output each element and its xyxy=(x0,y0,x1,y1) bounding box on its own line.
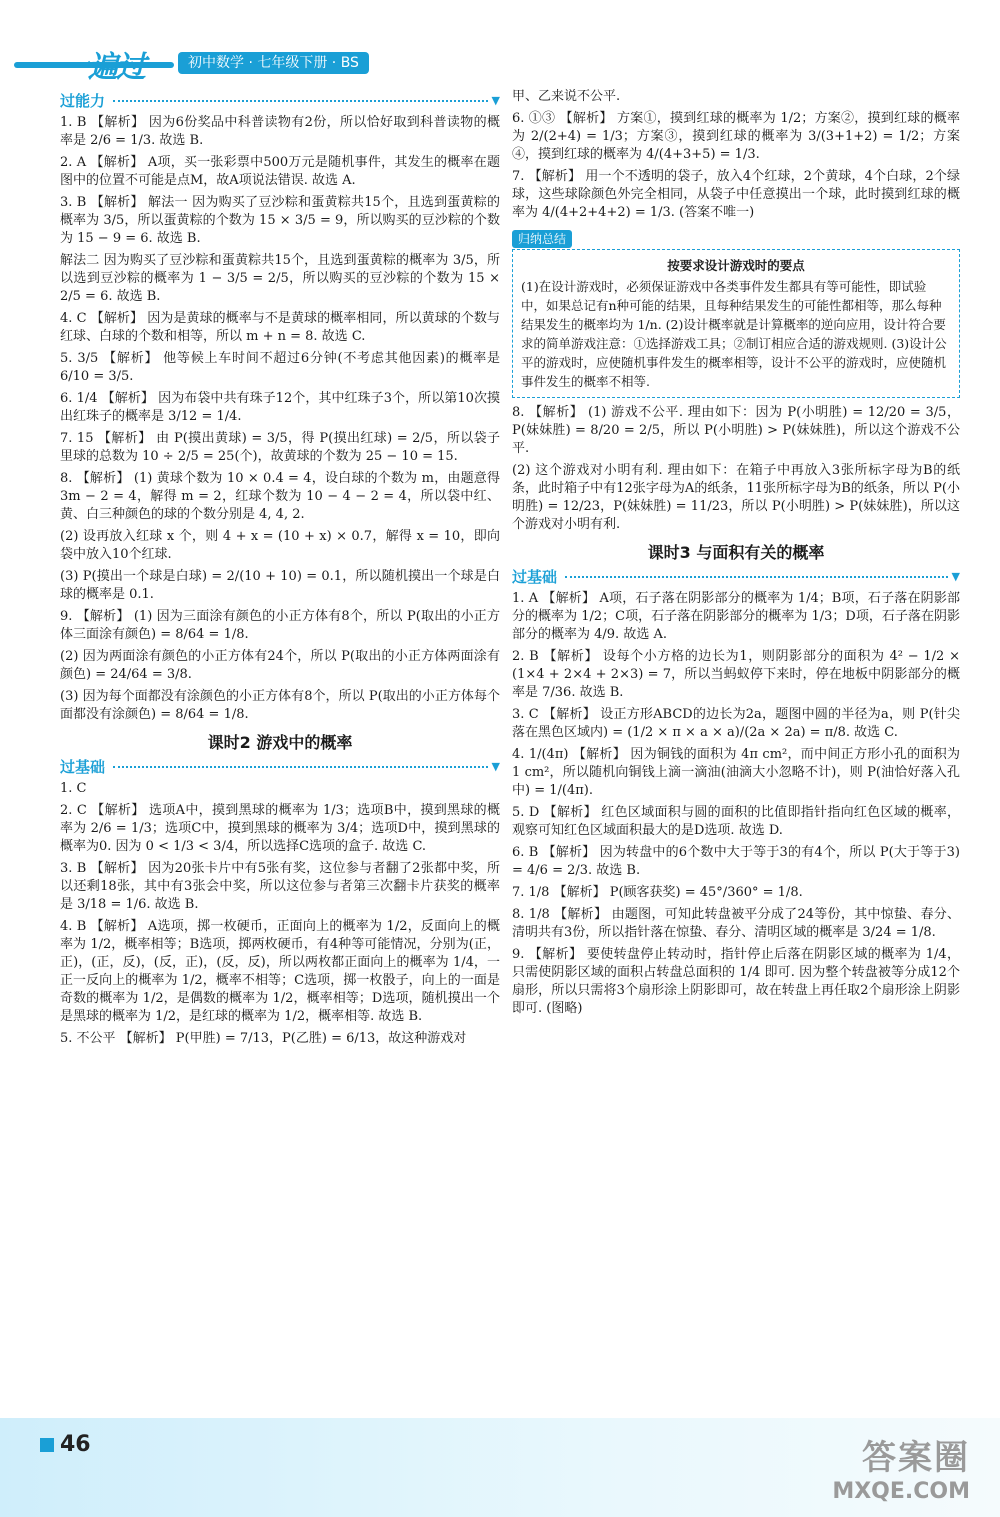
answer-item: 5. 3/5 【解析】 他等候上车时间不超过6分钟(不考虑其他因素)的概率是 6/10 = 3/5. xyxy=(60,351,500,384)
chevron-down-icon: ▼ xyxy=(491,760,500,773)
answer-item: 9. 【解析】 (1) 因为三面涂有颜色的小正方体有8个，所以 P(取出的小正方体三面涂有颜色) = 8/64 = 1/8. xyxy=(60,609,500,642)
brand-logo: 一遍过 xyxy=(60,50,144,85)
section-heading xyxy=(60,92,500,110)
page-number: 46 xyxy=(60,1432,91,1457)
page-marker-icon xyxy=(40,1438,54,1452)
answer-item: 6. 1/4 【解析】 因为布袋中共有珠子12个，其中红珠子3个，所以第10次摸出红珠子的概率是 3/12 = 1/4. xyxy=(60,391,500,424)
answer-item: 4. B 【解析】 A选项，掷一枚硬币，正面向上的概率为 1/2，反面向上的概率为 1/2，概率相等；B选项，掷两枚硬币，有4种等可能情况，分别为(正，正)，(正，反)，(反，正)，(反，反)，所以两枚都正面向上的概率为 1/4，一正一反向上的概率为 1/2，概率不相等；C选项，掷一枚骰子，向上的一面是奇数的概率为 1/2，是偶数的概率为 1/2，概率相等；D选项，随机摸出一个是黑球的概率为 1/2，是红球的概率为 1/2，概率相等. 故选 B. xyxy=(60,919,500,1024)
section-heading xyxy=(512,568,960,586)
answer-item: (2) 这个游戏对小明有利. 理由如下：在箱子中再放入3张所标字母为B的纸条，此时箱子中有12张字母为A的纸条，11张所标字母为B的纸条，所以 P(小明胜) = 12/23，P(妹妹胜) = 11/23，所以 P(小明胜) > P(妹妹胜)，所以这个游戏对小明有利. xyxy=(512,463,960,532)
chevron-down-icon: ▼ xyxy=(491,94,500,107)
answer-item: 1. B 【解析】 因为6份奖品中科普读物有2份，所以恰好取到科普读物的概率是 2/6 = 1/3. 故选 B. xyxy=(60,115,500,148)
answer-item: 4. 1/(4π) 【解析】 因为铜钱的面积为 4π cm²，而中间正方形小孔的面积为 1 cm²，所以随机向铜钱上滴一滴油(油滴大小忽略不计)，则 P(油恰好落入孔中) = 1/(4π). xyxy=(512,747,960,798)
lesson-title: 课时2 游戏中的概率 xyxy=(207,733,353,752)
section-title: 过基础 xyxy=(60,758,106,776)
answer-list xyxy=(60,780,500,1048)
answer-item: 7. 1/8 【解析】 P(顾客获奖) = 45°/360° = 1/8. xyxy=(512,885,803,900)
answer-list xyxy=(60,114,500,724)
answer-item: 甲、乙来说不公平. xyxy=(512,89,621,104)
answer-item: 7. 15 【解析】 由 P(摸出黄球) = 3/5，得 P(摸出红球) = 2/5，所以袋子里球的总数为 10 ÷ 2/5 = 25(个)，故黄球的个数为 25 − 10 = 15. xyxy=(60,431,500,464)
answer-item: (3) 因为每个面都没有涂颜色的小正方体有8个，所以 P(取出的小正方体每个面都没有涂颜色) = 8/64 = 1/8. xyxy=(60,689,500,722)
answer-list xyxy=(512,590,960,1018)
answer-item: 3. B 【解析】 因为20张卡片中有5张有奖，这位参与者翻了2张都中奖，所以还剩18张，其中有3张会中奖，所以这位参与者第三次翻卡片获奖的概率是 3/18 = 1/6. 故选 B. xyxy=(60,861,500,912)
answer-item: 5. 不公平 【解析】 P(甲胜) = 7/13，P(乙胜) = 6/13，故这种游戏对 xyxy=(60,1031,467,1046)
answer-item: 8. 1/8 【解析】 由题图，可知此转盘被平分成了24等份，其中惊蛰、春分、清明共有3份，所以指针落在惊蛰、春分、清明区域的概率是 3/24 = 1/8. xyxy=(512,907,960,940)
summary-box xyxy=(512,249,960,398)
watermark-url: MXQE.COM xyxy=(832,1479,970,1504)
answer-item: 8. 【解析】 (1) 黄球个数为 10 × 0.4 = 4，设白球的个数为 m，由题意得 3m − 2 = 4，解得 m = 2，红球个数为 10 − 4 − 2 = 4，所以袋中红、黄、白三种颜色的球的个数分别是 4, 4, 2. xyxy=(60,471,500,522)
answer-item: 6. B 【解析】 因为转盘中的6个数中大于等于3的有4个，所以 P(大于等于3) = 4/6 = 2/3. 故选 B. xyxy=(512,845,960,878)
page-header xyxy=(0,0,1000,86)
summary-title: 按要求设计游戏时的要点 xyxy=(667,258,805,273)
answer-item: 解法二 因为购买了豆沙粽和蛋黄粽共15个，且选到蛋黄粽的概率为 3/5，所以选到豆沙粽的概率为 1 − 3/5 = 2/5，所以购买的豆沙粽的个数为 15 × 2/5 = 6. 故选 B. xyxy=(60,253,500,304)
answer-item: (3) P(摸出一个球是白球) = 2/(10 + 10) = 0.1，所以随机摸出一个球是白球的概率是 0.1. xyxy=(60,569,500,602)
section-title: 过基础 xyxy=(512,568,558,586)
answer-item: 4. C 【解析】 因为是黄球的概率与不是黄球的概率相同，所以黄球的个数与红球、白球的个数和相等，所以 m + n = 8. 故选 C. xyxy=(60,311,500,344)
answer-item: 8. 【解析】 (1) 游戏不公平. 理由如下：因为 P(小明胜) = 12/20 = 3/5，P(妹妹胜) = 8/20 = 2/5，所以 P(小明胜) > P(妹妹胜)，所以这个游戏不公平. xyxy=(512,405,960,456)
answer-item: 6. ①③ 【解析】 方案①，摸到红球的概率为 1/2；方案②，摸到红球的概率为 2/(2+4) = 1/3；方案③，摸到红球的概率为 3/(3+1+2) = 1/2；方案④，摸到红球的概率为 4/(4+3+5) = 1/3. xyxy=(512,111,960,162)
section-divider xyxy=(113,100,488,102)
answer-list xyxy=(512,404,960,534)
answer-item: 2. A 【解析】 A项，买一张彩票中500万元是随机事件，其发生的概率在题图中的位置不可能是点M，故A项说法错误. 故选 A. xyxy=(60,155,500,188)
section-divider xyxy=(113,766,488,768)
watermark-title: 答案圈 xyxy=(862,1438,970,1478)
subject-tag: 初中数学 · 七年级下册 · BS xyxy=(178,52,369,74)
answer-item: 5. D 【解析】 红色区域面积与圆的面积的比值即指针指向红色区域的概率，观察可知红色区域面积最大的是D选项. 故选 D. xyxy=(512,805,960,838)
right-column xyxy=(512,86,960,1022)
watermark xyxy=(832,1430,970,1504)
answer-item: 2. C 【解析】 选项A中，摸到黑球的概率为 1/3；选项B中，摸到黑球的概率为 2/6 = 1/3；选项C中，摸到黑球的概率为 3/4；选项D中，摸到黑球的概率为0. 因为 0 < 1/3 < 3/4，所以选择C选项的盒子. 故选 C. xyxy=(60,803,500,854)
section-divider xyxy=(565,576,948,578)
chevron-down-icon: ▼ xyxy=(951,570,960,583)
answer-item: 2. B 【解析】 设每个小方格的边长为1，则阴影部分的面积为 4² − 1/2 × (1×4 + 2×4 + 2×3) = 7，所以当蚂蚁停下来时，停在地板中阴影部分的概率是 7/36. 故选 B. xyxy=(512,649,960,700)
answer-item: (2) 因为两面涂有颜色的小正方体有24个，所以 P(取出的小正方体两面涂有颜色) = 24/64 = 3/8. xyxy=(60,649,500,682)
answer-item: (2) 设再放入红球 x 个，则 4 + x = (10 + x) × 0.7，解得 x = 10，即向袋中放入10个红球. xyxy=(60,529,500,562)
section-heading xyxy=(60,758,500,776)
answer-item: 3. B 【解析】 解法一 因为购买了豆沙粽和蛋黄粽共15个，且选到蛋黄粽的概率为 3/5，所以蛋黄粽的个数为 15 × 3/5 = 9，所以购买的豆沙粽的个数为 15 − 9 = 6. 故选 B. xyxy=(60,195,500,246)
left-column xyxy=(60,86,500,1052)
answer-item: 7. 【解析】 用一个不透明的袋子，放入4个红球，2个黄球，4个白球，2个绿球，这些球除颜色外完全相同，从袋子中任意摸出一个球，此时摸到红球的概率为 4/(4+2+4+2) = 1/3. (答案不唯一) xyxy=(512,169,960,220)
answer-item: 3. C 【解析】 设正方形ABCD的边长为2a，题图中圆的半径为a，则 P(针尖落在黑色区域内) = (1/2 × π × a × a)/(2a × 2a) = π/8. 故选 C. xyxy=(512,707,960,740)
answer-item: 9. 【解析】 要使转盘停止转动时，指针停止后落在阴影区域的概率为 1/4，只需使阴影区域的面积占转盘总面积的 1/4 即可. 因为整个转盘被等分成12个扇形，所以只需将3个扇形涂上阴影即可，故在转盘上再任取2个扇形涂上阴影即可. (图略) xyxy=(512,947,960,1016)
lesson-title: 课时3 与面积有关的概率 xyxy=(647,543,825,562)
section-title: 过能力 xyxy=(60,92,106,110)
answer-item: 1. C xyxy=(60,781,87,796)
summary-label: 归纳总结 xyxy=(512,230,572,248)
answer-list xyxy=(512,88,960,222)
answer-item: 1. A 【解析】 A项，石子落在阴影部分的概率为 1/4；B项，石子落在阴影部分的概率为 1/2；C项，石子落在阴影部分的概率为 1/3；D项，石子落在阴影部分的概率为 4/9. 故选 A. xyxy=(512,591,960,642)
summary-text: (1)在设计游戏时，必须保证游戏中各类事件发生都具有等可能性，即试验中，如果总记有n种可能的结果，且每种结果发生的可能性都相等，那么每种结果发生的概率均为 1/n. (2)设计概率就是计算概率的逆向应用，设计符合要求的简单游戏注意：①选择游戏工具；②制订相应合适的游戏规则. (3)设计公平的游戏时，应使随机事件发生的概率相等，设计不公平的游戏时，应使随机事件发生的概率不相等. xyxy=(521,279,947,389)
